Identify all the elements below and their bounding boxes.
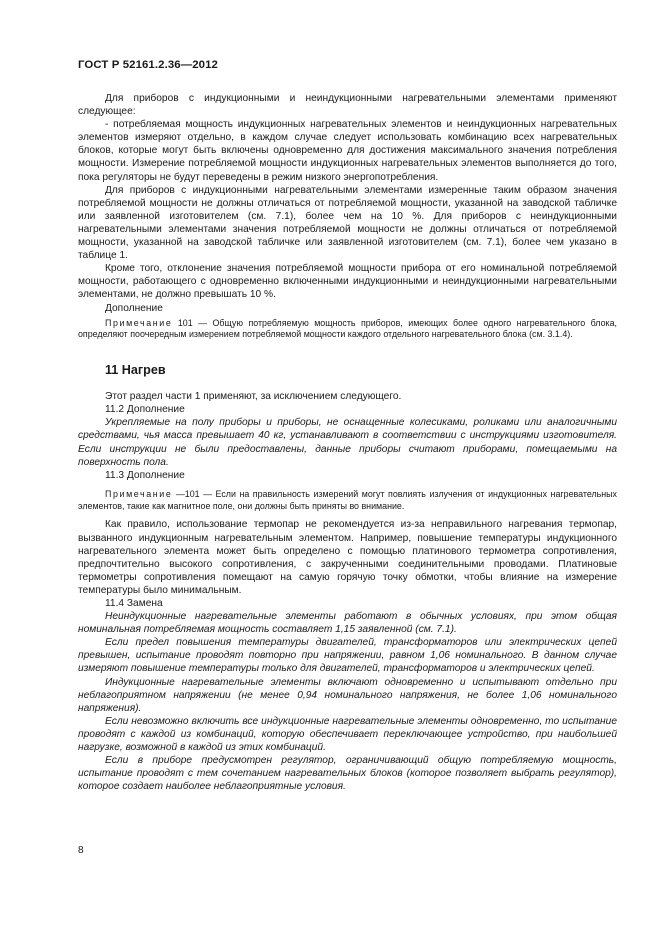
subsection-title: 11.4 Замена — [105, 598, 163, 609]
note-label: Примечание — [105, 488, 173, 499]
paragraph: - потребляемая мощность индукционных нагревательных элементов и неиндукционных нагревательных элементов измеряют отдельно, в каждом случае следует использовать комбинацию всех нагревательных блоков, которые могут быть включены одновременно для достижения максимального значения потребления мощности. Измерение потребляемой мощности индукционных нагревательных элементов выполняется до того, пока регуляторы не будут переведены в режим низкого энергопотребления. — [78, 119, 617, 183]
paragraph: Укрепляемые на полу приборы и приборы, не оснащенные колесиками, роликами или аналогичными средствами, чья масса превышает 40 кг, устанавливают в соответствии с инструкциями изготовителя. Если инструкции не были предоставлены, данные приборы считают приборами, помещаемыми на поверхность пола. — [78, 417, 617, 468]
paragraph: Если предел повышения температуры двигателей, трансформаторов или электрических цепей превышен, испытание проводят повторно при напряжении, равном 1,06 номинального. В данном случае измеряют повышение температуры только для двигателей, трансформаторов и электрических цепей. — [78, 637, 617, 675]
addition-label: Дополнение — [105, 302, 163, 314]
paragraph: Если невозможно включить все индукционные нагревательные элементы одновременно, то испытание проводят с каждой из комбинаций, которую обеспечивает переключающее устройство, при наибольшей нагрузке, возможной в каждой из этих комбинаций. — [78, 715, 617, 754]
paragraph: Если в приборе предусмотрен регулятор, ограничивающий общую потребляемую мощность, испытание проводят с тем сочетанием нагревательных блоков (которое позволяет выбрать регулятор), которое создает наиболее неблагоприятные условия. — [78, 755, 617, 793]
paragraph: Этот раздел части 1 применяют, за исключением следующего. — [105, 391, 402, 403]
paragraph: Для приборов с индукционными нагревательными элементами измеренные таким образом значения потребляемой мощности не должны отличаться от потребляемой мощности, указанной на заводской табличке или заявленной изготовителем (см. 7.1), более чем на 10 %. Для приборов с неиндукционными нагревательными элементами значения потребляемой мощности не должны отличаться от потребляемой мощности, указанной на заводской табличке или заявленной изготовителем (см. 7.1), более чем указано в таблице 1. — [78, 184, 617, 262]
note-text: 101 — Общую потребляемую мощность приборов, имеющих более одного нагревательного блока, определяют поочередным измерением потребляемой мощности каждого отдельного нагревательного блока (см. 3.1.4). — [78, 317, 617, 340]
standard-header: ГОСТ Р 52161.2.36—2012 — [78, 59, 218, 71]
paragraph: Для приборов с индукционными и неиндукционными нагревательными элементами применяют следующее: — [78, 93, 617, 118]
paragraph: Кроме того, отклонение значения потребляемой мощности прибора от его номинальной потребляемой мощности, работающего с одновременно включенными индукционными и неиндукционными нагревательными элементами, не должно превышать 10 %. — [78, 263, 617, 301]
page-number: 8 — [78, 845, 84, 856]
paragraph: Неиндукционные нагревательные элементы работают в обычных условиях, при этом общая номинальная потребляемая мощность составляет 1,15 заявленной (см. 7.1). — [78, 611, 617, 636]
note-label: Примечание — [105, 317, 173, 328]
subsection-title: 11.3 Дополнение — [105, 469, 185, 481]
note — [78, 318, 617, 342]
section-heading: 11 Нагрев — [105, 363, 166, 378]
subsection-title: 11.2 Дополнение — [105, 404, 185, 416]
paragraph: Индукционные нагревательные элементы включают одновременно и испытывают отдельно при неблагоприятном напряжении (не менее 0,94 номинального напряжения, не более 1,06 номинального напряжения). — [78, 676, 617, 714]
note — [78, 489, 617, 513]
note-text: —101 — Если на правильность измерений могут повлиять излучения от индукционных нагревательных элементов, такие как магнитное поле, они должны быть приняты во внимание. — [78, 488, 617, 511]
document-body — [78, 92, 617, 793]
paragraph: Как правило, использование термопар не рекомендуется из-за неправильного нагревания термопар, вызванного индукционным нагревательным элементом. Например, повышение температуры индукционного нагревательного элемента может быть определено с помощью платинового термометра сопротивления, предпочтительно высокого сопротивления, с закрученными соединительными проводами. Платиновые термометры сопротивления помещают на самую горячую точку обмотки, чтобы влияние на измерение температуры было минимальным. — [78, 519, 617, 596]
